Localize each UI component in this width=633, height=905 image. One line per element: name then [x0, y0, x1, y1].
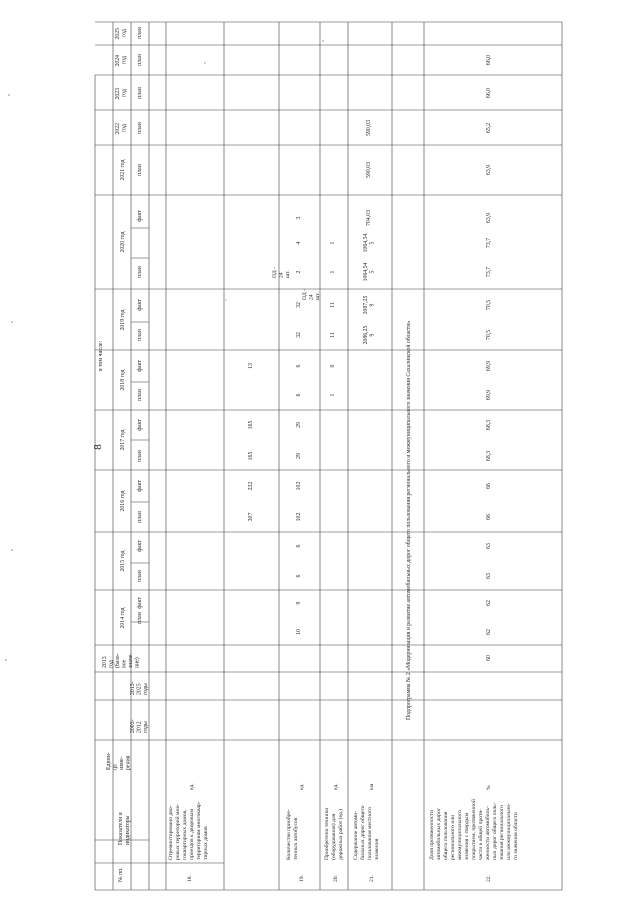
value-cell: 63,9	[486, 164, 492, 176]
header-year-2023	[115, 86, 128, 99]
header-year-2025-l2: год	[121, 29, 128, 37]
row-22-ind-l7: покрытием, протяженной	[471, 799, 477, 860]
value-cell: 66,0	[486, 87, 492, 99]
fact-subheader: факт	[137, 360, 143, 372]
row-18-unit: ед.	[189, 783, 195, 790]
header-col-2013-l6: ние)	[134, 657, 141, 668]
value-cell-line: 2087,25	[363, 295, 369, 315]
row-22-unit: %	[486, 785, 492, 790]
value-cell: 70,5	[486, 299, 492, 311]
row-20-unit: ед.	[333, 783, 339, 790]
scan-specks	[5, 40, 324, 661]
header-col-2013-l3: (базо-	[115, 653, 121, 668]
value-cell: 590,03	[366, 120, 372, 136]
scan-speck	[5, 659, 7, 661]
plan-subheader: план	[137, 329, 143, 341]
value-cell: 6	[296, 364, 302, 368]
value-cell: 9	[296, 601, 302, 605]
value-cell: 29	[296, 453, 302, 459]
header-col-unit-l1: Едини-	[106, 752, 112, 770]
plan-subheader: план	[137, 54, 143, 66]
row-22-ind-l6: значения с твердым	[464, 812, 470, 860]
fact-subheader: факт	[137, 480, 143, 492]
row-18-indicator	[168, 800, 209, 860]
row-19-num: 19.	[299, 875, 305, 882]
header-year-2025-l1: 2025	[115, 27, 121, 40]
value-cell-line: 1064,54	[363, 233, 369, 253]
header-col-2013-l2: год	[108, 660, 115, 668]
header-col-unit-l2: ца	[112, 764, 119, 770]
plan-subheader: план	[137, 266, 143, 278]
row-22-ind-l11: зования регионального	[499, 805, 505, 860]
plan-subheader: план	[137, 612, 143, 624]
row-18-num: 18.	[187, 875, 193, 882]
plan-subheader: план	[137, 27, 143, 39]
value-cell: 232	[248, 481, 254, 491]
header-year-2021: 2021 год	[120, 159, 126, 181]
value-cell: 65,2	[486, 122, 492, 134]
value-cell: 10	[296, 629, 302, 635]
row-22-ind-l9: женности автомобиль-	[485, 806, 491, 860]
value-cell-line: 9	[369, 303, 376, 307]
header-col-num: № пп.	[118, 867, 124, 882]
row-21-ind-l4: значения	[374, 838, 380, 860]
header-col-unit	[106, 751, 132, 770]
value-cells	[248, 55, 492, 661]
value-cell: 66,0	[486, 54, 492, 66]
plan-subheader: план	[137, 570, 143, 582]
value-cell	[363, 325, 376, 344]
header-year-2023-l1: 2023	[115, 87, 121, 100]
value-cell: 0	[330, 364, 336, 368]
value-cell: 704,03	[366, 210, 372, 226]
value-cell: 590,03	[366, 162, 372, 178]
value-cell: 69,9	[486, 360, 492, 372]
scan-speck	[204, 62, 205, 63]
value-cell: 6	[296, 544, 302, 548]
value-cell: 68,3	[486, 450, 492, 462]
row-22-ind-l5: межмуниципального	[457, 810, 463, 860]
row-22-indicator	[429, 798, 519, 861]
row-19-indicator	[285, 808, 299, 860]
value-cell: 62	[486, 629, 492, 635]
page-number: 8	[92, 444, 104, 450]
row-19-note-fact-l1: ПД -	[272, 266, 278, 278]
header-year-2017: 2017 год	[120, 429, 126, 451]
row-19-ind-l2: тенных автобусов	[293, 817, 299, 860]
fact-subheader: факт	[137, 299, 143, 311]
value-cell-line: 5	[369, 241, 376, 245]
subprogram-title: Подпрограмма № 2 «Модернизация и развитие автомобильных дорог общего пользования регионального и межмуниципального значения Сахалинской области»	[406, 320, 412, 720]
row-21-ind-l3: пользования местного	[367, 807, 373, 860]
value-cell: 102	[296, 481, 302, 491]
value-cell: 2	[296, 270, 302, 274]
fact-subheader: факт	[137, 210, 143, 222]
row-21-ind-l1: Содержание автомо-	[353, 811, 359, 860]
value-cell: 69,9	[486, 389, 492, 401]
row-20-ind-l2: (оборудования) для	[331, 813, 337, 860]
row-21-ind-l2: бильных дорог общего	[360, 805, 366, 860]
value-cell-line: 1064,54	[363, 262, 369, 282]
row-22-ind-l13: го значения области	[513, 812, 519, 860]
value-cell: 66	[486, 514, 492, 520]
value-cell: 3	[296, 216, 302, 220]
value-cell-line: 5	[369, 270, 376, 274]
row-20-ind-l3: дорожных работ (ед.)	[338, 809, 344, 860]
header-in-total: в том числе:	[98, 340, 104, 372]
row-19-note-plan-l2: 24	[308, 294, 315, 300]
row-20-num: 20.	[333, 875, 339, 882]
value-cell: 63	[486, 573, 492, 579]
plan-subheader: план	[137, 389, 143, 401]
header-col-unit-l4: рения	[125, 755, 132, 770]
row-19-note-fact-l3: шт.	[285, 270, 291, 278]
row-19-ind-l1: Количество приобре-	[286, 809, 292, 860]
row-18-ind-l2: ровых территорий мно-	[175, 803, 181, 860]
value-cell	[363, 295, 376, 314]
row-19-note-fact-l2: 24	[278, 272, 285, 278]
value-cell: 102	[296, 512, 302, 522]
value-cell: 32	[296, 302, 302, 308]
value-cell: 63	[486, 543, 492, 549]
row-22-ind-l8: части в общей протя-	[478, 809, 484, 860]
plan-subheader: план	[137, 122, 143, 134]
value-cell: 11	[330, 332, 336, 338]
value-cell: 1	[330, 393, 336, 397]
header-col-2003-2012	[130, 718, 149, 733]
value-cell: 29	[296, 422, 302, 428]
plan-subheader: план	[137, 450, 143, 462]
plan-subheader: план	[137, 164, 143, 176]
row-19-note-plan-l1: ПД -	[302, 288, 308, 300]
value-cell: 62	[486, 600, 492, 606]
header-year-2024-l2: год	[121, 56, 128, 64]
header-col-2013-l1: 2013	[102, 656, 108, 668]
row-22-ind-l4: регионального или	[450, 814, 456, 860]
value-cell: 1	[330, 270, 336, 274]
row-20-ind-l1: Приобретено техники	[324, 807, 330, 860]
row-19-unit: ед.	[299, 783, 305, 790]
header-col-2013-2025-l3: годы	[143, 683, 149, 695]
row-19-note-plan-l3: шт.	[315, 292, 321, 300]
scan-speck	[11, 321, 13, 323]
header-col-unit-l3: изме-	[119, 756, 125, 770]
table-header	[98, 26, 149, 882]
value-cell: 307	[248, 512, 254, 522]
fact-subheader: факт	[137, 597, 143, 609]
row-18-ind-l4: проездов к дворовым	[189, 809, 195, 860]
scan-speck	[225, 299, 226, 300]
header-col-2013	[102, 651, 141, 668]
scan-speck	[11, 549, 13, 551]
header-year-2014: 2014 год	[120, 607, 126, 629]
value-cell: 1	[330, 241, 336, 245]
header-year-2015: 2015 год	[120, 550, 126, 572]
row-22-ind-l3: общего пользования	[443, 811, 449, 860]
value-cell	[363, 233, 376, 252]
header-year-2016: 2016 год	[120, 490, 126, 512]
value-cell: 70,5	[486, 329, 492, 341]
value-cell: 68,3	[486, 419, 492, 431]
value-cell: 63,9	[486, 212, 492, 224]
row-20-indicator	[323, 806, 344, 860]
header-col-2013-2025-l2: 2025	[136, 683, 143, 695]
header-col-2003-l3: годы	[143, 721, 149, 733]
value-cell: 73,7	[486, 237, 492, 249]
fact-subheader: факт	[137, 540, 143, 552]
row-22-ind-l12: или межмуниципально-	[506, 803, 512, 860]
header-col-indicator-line2: индикаторы	[125, 815, 131, 845]
header-col-2013-l5: значе-	[128, 652, 134, 668]
row-18-ind-l1: Отремонтировано дво-	[168, 805, 174, 860]
header-year-2024-l1: 2024	[115, 54, 121, 67]
value-cell: 73,7	[486, 266, 492, 278]
row-22-ind-l10: ных дорог общего поль-	[492, 802, 498, 860]
value-cell: 60	[486, 655, 492, 661]
header-year-2022-l1: 2022	[115, 122, 121, 135]
scan-speck	[8, 94, 10, 96]
header-col-indicator	[118, 811, 131, 845]
row-19-2019-plan-note	[302, 287, 321, 300]
value-cell: 165	[248, 420, 254, 430]
value-cell: 32	[296, 332, 302, 338]
value-cell: 11	[330, 302, 336, 308]
plan-subheader: план	[137, 87, 143, 99]
header-year-2022-l2: год	[121, 124, 128, 132]
header-year-2024	[115, 53, 128, 66]
row-18-ind-l3: гоквартирных домов,	[182, 809, 188, 860]
header-col-indicator-line1: Показатели и	[118, 812, 124, 845]
header-col-2003-l1: 2003-	[130, 719, 136, 733]
value-cell-line: 2086,25	[363, 325, 369, 345]
header-year-2025	[115, 26, 128, 39]
header-year-2022	[115, 121, 128, 134]
scan-speck	[322, 40, 324, 42]
header-year-2019: 2019 год	[120, 309, 126, 331]
plan-subheader: план	[137, 511, 143, 523]
header-year-2018: 2018 год	[120, 369, 126, 391]
row-21-num: 21.	[369, 875, 375, 882]
header-year-2023-l2: год	[121, 89, 128, 97]
value-cell-line: 9	[369, 333, 376, 337]
value-cell: 4	[296, 241, 302, 245]
row-21-indicator	[353, 804, 380, 860]
plan-fact-labels	[136, 27, 143, 624]
row-indicators	[168, 265, 519, 882]
row-22-ind-l2: автомобильных дорог	[436, 807, 442, 860]
value-cell: 6	[296, 393, 302, 397]
value-cell: 66	[486, 483, 492, 489]
value-cell	[363, 262, 376, 281]
row-19-2019-fact-note	[272, 265, 291, 278]
header-col-2013-l4: вое	[121, 659, 128, 668]
row-21-unit: км	[369, 783, 375, 790]
header-col-2013-2025-l1: 2013-	[130, 681, 136, 695]
header-col-2003-l2: 2012	[136, 721, 143, 733]
row-22-ind-l1: Доля протяженности	[429, 810, 435, 860]
header-col-2013-2025	[130, 680, 149, 695]
value-cell: 6	[296, 574, 302, 578]
value-cell: 13	[248, 363, 254, 369]
fact-subheader: факт	[137, 419, 143, 431]
row-18-ind-l6: тирных домов	[203, 826, 209, 860]
header-year-2020: 2020 год	[120, 231, 126, 253]
row-22-num: 22.	[486, 875, 492, 882]
row-18-ind-l5: территориям многоквар-	[196, 801, 202, 860]
value-cell: 165	[248, 451, 254, 461]
